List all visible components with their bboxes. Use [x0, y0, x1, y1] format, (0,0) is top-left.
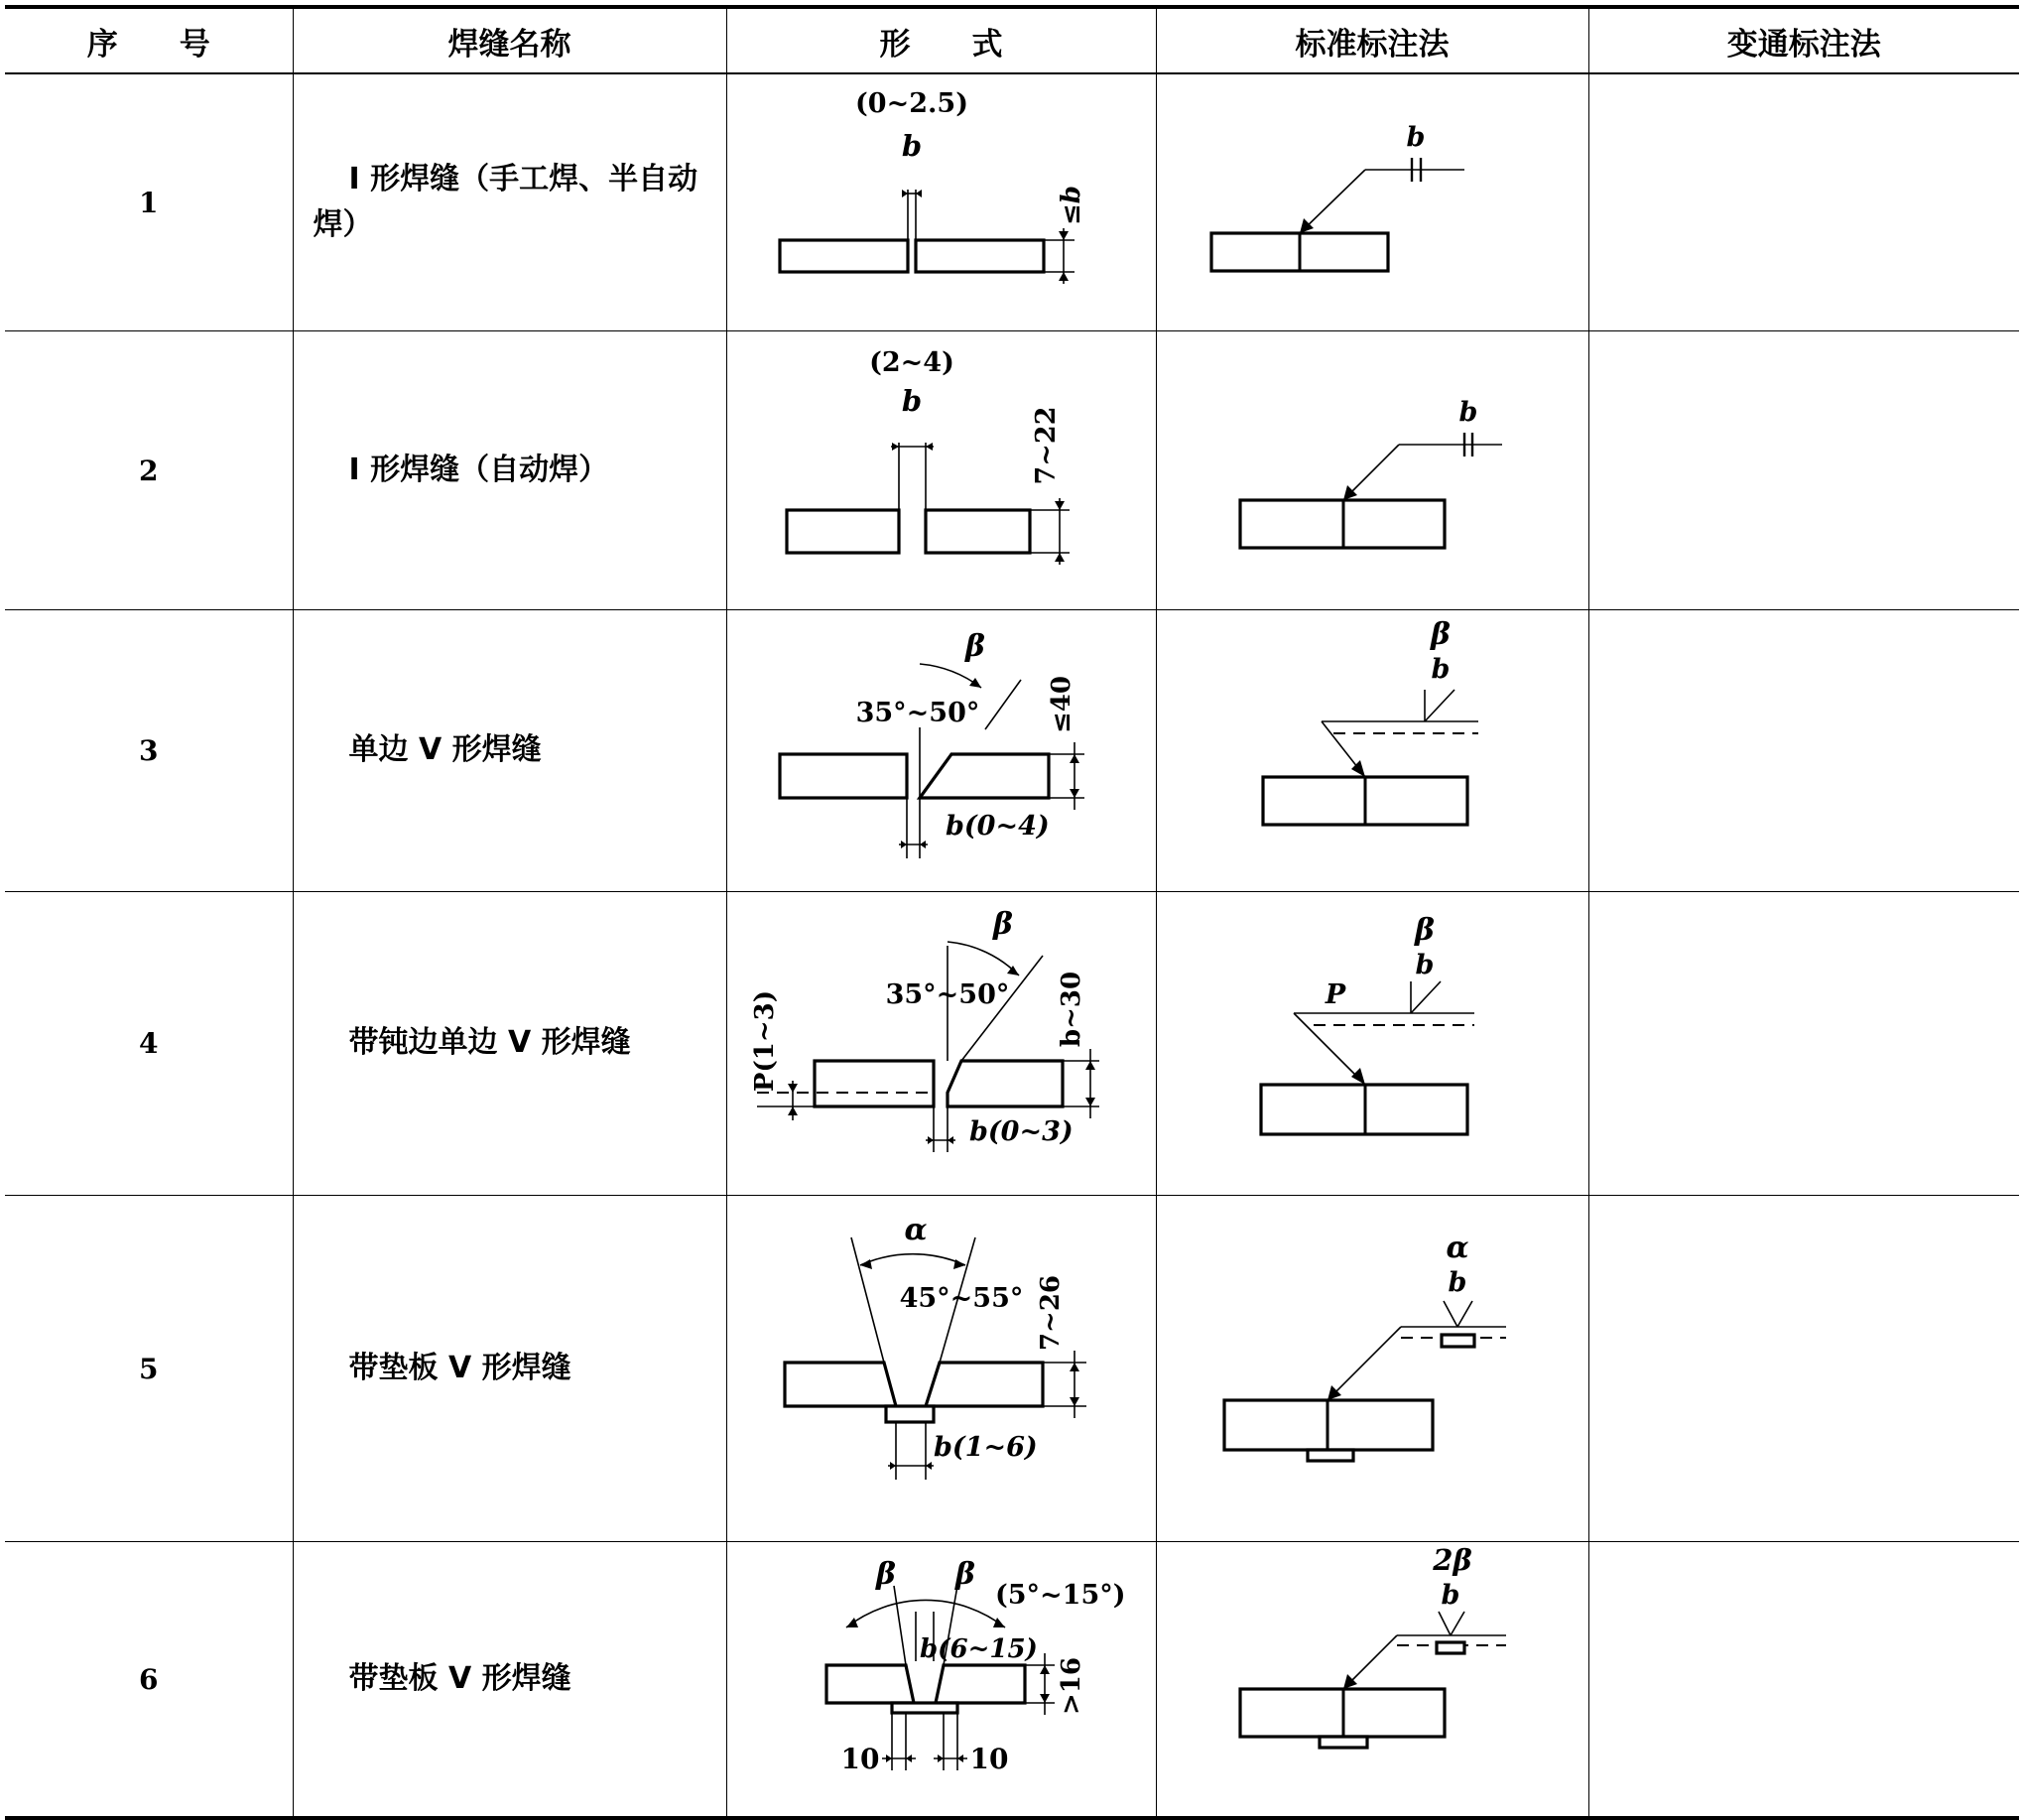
blunt-single-v-form-diagram [727, 892, 1157, 1195]
weld-name: 带垫板 V 形焊缝 [293, 1196, 726, 1542]
gap-label: b(0~3) [968, 1116, 1074, 1147]
row-number: 3 [5, 610, 293, 892]
standard-figure [1156, 1542, 1588, 1819]
angle-label: α [903, 1213, 928, 1247]
thickness-label: >16 [1056, 1657, 1086, 1715]
gap-label: b [901, 129, 922, 163]
pad-left-label: 10 [840, 1743, 879, 1775]
standard-figure [1156, 1196, 1588, 1542]
symbol-angle-label: 2β [1432, 1543, 1472, 1577]
single-v-form-diagram [727, 610, 1157, 891]
weld-name: 单边 V 形焊缝 [293, 610, 726, 892]
row-number: 2 [5, 331, 293, 610]
table-row [5, 1542, 2019, 1819]
angle-range-label: 45°~55° [899, 1283, 1023, 1314]
table-row [5, 331, 2019, 610]
alt-cell [1588, 1196, 2019, 1542]
weld-name: I 形焊缝（手工焊、半自动焊） [293, 73, 726, 331]
alt-cell [1588, 892, 2019, 1196]
backed-v-form-diagram [727, 1196, 1157, 1541]
alt-cell [1588, 331, 2019, 610]
angle-label: β [992, 907, 1013, 942]
thickness-label: 7~26 [1035, 1274, 1066, 1352]
header-no: 序 号 [5, 7, 293, 73]
row-number: 4 [5, 892, 293, 1196]
symbol-angle-label: β [1430, 617, 1451, 652]
gap-label: b(6~15) [919, 1634, 1038, 1664]
pad-right-label: 10 [969, 1743, 1008, 1775]
thickness-label: 7~22 [1030, 406, 1062, 485]
i-weld-auto-form-diagram [727, 331, 1157, 609]
gap-label: b [901, 384, 922, 418]
thickness-label: b~30 [1056, 971, 1086, 1048]
form-figure [726, 1196, 1156, 1542]
angle-label: β [964, 629, 985, 664]
symbol-gap-label: b [1431, 654, 1450, 685]
symbol-gap-label: b [1448, 1267, 1466, 1298]
backed-v-standard-diagram [1157, 1196, 1589, 1541]
symbol-angle-label: β [1414, 913, 1435, 948]
i-weld-manual-form-diagram [727, 74, 1157, 330]
blunt-label: P(1~3) [749, 989, 780, 1093]
row-number: 6 [5, 1542, 293, 1819]
table-row [5, 610, 2019, 892]
angle-range-label: 35°~50° [885, 979, 1009, 1010]
i-weld-manual-standard-diagram [1157, 74, 1589, 330]
alt-cell [1588, 1542, 2019, 1819]
form-figure [726, 610, 1156, 892]
weld-table [5, 5, 2019, 1820]
alt-cell [1588, 610, 2019, 892]
form-figure [726, 331, 1156, 610]
right-angle-label: β [954, 1557, 975, 1592]
standard-figure [1156, 73, 1588, 331]
backed-double-bevel-form-diagram [727, 1542, 1157, 1816]
table-row [5, 73, 2019, 331]
backed-double-bevel-standard-diagram [1157, 1542, 1589, 1816]
angle-range-label: 35°~50° [855, 698, 979, 728]
gap-range-label: (0~2.5) [854, 88, 968, 119]
table-row [5, 892, 2019, 1196]
form-figure [726, 892, 1156, 1196]
header-name: 焊缝名称 [293, 7, 726, 73]
single-v-standard-diagram [1157, 610, 1589, 891]
gap-range-label: (2~4) [868, 347, 954, 378]
standard-figure [1156, 892, 1588, 1196]
symbol-gap-label: b [1415, 950, 1434, 980]
header-form: 形 式 [726, 7, 1156, 73]
alt-cell [1588, 73, 2019, 331]
standard-figure [1156, 331, 1588, 610]
left-angle-label: β [875, 1557, 896, 1592]
gap-label: b(1~6) [933, 1432, 1038, 1463]
blunt-single-v-standard-diagram [1157, 892, 1589, 1195]
row-number: 5 [5, 1196, 293, 1542]
weld-name: 带垫板 V 形焊缝 [293, 1542, 726, 1819]
standard-figure [1156, 610, 1588, 892]
thickness-label: ≤40 [1046, 676, 1076, 733]
symbol-gap-label: b [1458, 397, 1477, 428]
thickness-label: ≤b [1056, 186, 1086, 225]
angle-range-label: (5°~15°) [994, 1580, 1126, 1611]
gap-label: b(0~4) [945, 811, 1050, 842]
table-row [5, 1196, 2019, 1542]
header-row [5, 7, 2019, 73]
symbol-angle-label: α [1445, 1231, 1469, 1265]
weld-name: I 形焊缝（自动焊） [293, 331, 726, 610]
header-standard: 标准标注法 [1156, 7, 1588, 73]
symbol-gap-label: b [1441, 1580, 1459, 1611]
i-weld-auto-standard-diagram [1157, 331, 1589, 609]
form-figure [726, 1542, 1156, 1819]
row-number: 1 [5, 73, 293, 331]
form-figure [726, 73, 1156, 331]
weld-name: 带钝边单边 V 形焊缝 [293, 892, 726, 1196]
symbol-blunt-label: P [1325, 979, 1345, 1010]
header-alt: 变通标注法 [1588, 7, 2019, 73]
symbol-gap-label: b [1406, 122, 1425, 153]
